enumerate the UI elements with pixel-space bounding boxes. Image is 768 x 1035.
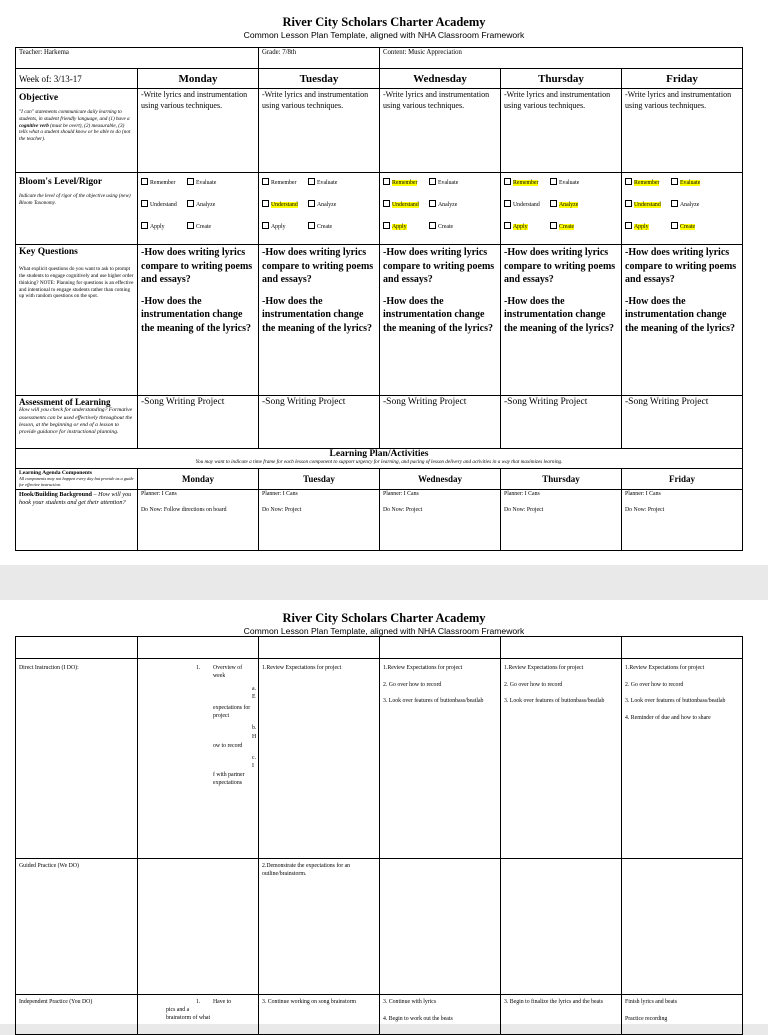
objective-monday: -Write lyrics and instrumentation using various techniques.	[138, 89, 259, 173]
guided-practice-label: Guided Practice (We DO)	[16, 859, 138, 995]
checkbox-icon	[262, 222, 269, 229]
checkbox-icon	[550, 178, 557, 185]
key-questions-label-cell	[16, 245, 138, 396]
key-questions-thursday: -How does writing lyrics compare to writing poems and essays? -How does the instrumentation change the meaning of the lyrics?	[501, 245, 622, 396]
blooms-monday: Remember Evaluate Understand Analyze Apply Create	[138, 173, 259, 245]
independent-tuesday: 3. Continue working on song brainstorm	[259, 995, 380, 1035]
checkbox-icon	[262, 178, 269, 185]
checkbox-icon	[429, 178, 436, 185]
direct-tuesday: 1.Review Expectations for project	[259, 659, 380, 859]
checkbox-icon	[550, 222, 557, 229]
assessment-label: Assessment of Learning	[19, 397, 111, 408]
checkbox-icon	[671, 222, 678, 229]
blooms-friday: Remember Evaluate Understand Analyze Apply Create	[622, 173, 743, 245]
checkbox-icon	[429, 200, 436, 207]
checkbox-icon	[308, 178, 315, 185]
checkbox-icon	[625, 200, 632, 207]
day-header-thursday: Thursday	[501, 69, 622, 89]
hook-label-cell	[16, 489, 138, 550]
independent-thursday: 3. Begin to finalize the lyrics and the beats	[501, 995, 622, 1035]
learning-plan-title: Learning Plan/Activities	[329, 449, 429, 460]
objective-wednesday: -Write lyrics and instrumentation using various techniques.	[380, 89, 501, 173]
direct-thursday: 1.Review Expectations for project 2. Go over how to record 3. Look over features of buttonbass/beatlab	[501, 659, 622, 859]
guided-monday	[138, 859, 259, 995]
blooms-tuesday: Remember Evaluate Understand Analyze Apply Create	[259, 173, 380, 245]
checkbox-icon	[383, 222, 390, 229]
blooms-note: Indicate the level of rigor of the objective using (new) Bloom Taxonomy.	[19, 193, 131, 206]
objective-friday: -Write lyrics and instrumentation using various techniques.	[622, 89, 743, 173]
checkbox-icon	[383, 178, 390, 185]
checkbox-icon	[504, 178, 511, 185]
teacher-cell: Teacher: Harkema	[16, 48, 259, 69]
objective-thursday: -Write lyrics and instrumentation using various techniques.	[501, 89, 622, 173]
lp-day-tuesday: Tuesday	[259, 469, 380, 489]
hook-thursday: Planner: I Cans Do Now: Project	[501, 489, 622, 550]
independent-practice-label: Independent Practice (You DO)	[16, 995, 138, 1035]
instruction-table	[15, 636, 743, 1035]
objective-tuesday: -Write lyrics and instrumentation using various techniques.	[259, 89, 380, 173]
direct-instruction-label: Direct Instruction (I DO):	[16, 659, 138, 859]
lesson-plan-table	[15, 47, 743, 551]
day-header-friday: Friday	[622, 69, 743, 89]
learning-plan-note: You may want to indicate a time frame for each lesson component to support urgency for learning, and pacing of lesson delivery and activities in a way that maximizes learning.	[195, 459, 563, 466]
lp-day-thursday: Thursday	[501, 469, 622, 489]
direct-monday: 1. Overview of week a. E expectations for project b. H ow to record c. I f with partner expectations	[138, 659, 259, 859]
checkbox-icon	[141, 200, 148, 207]
template-subtitle: Common Lesson Plan Template, aligned with NHA Classroom Framework	[243, 30, 525, 40]
key-questions-tuesday: -How does writing lyrics compare to writing poems and essays? -How does the instrumentation change the meaning of the lyrics?	[259, 245, 380, 396]
checkbox-icon	[308, 200, 315, 207]
components-label: Learning Agenda Components	[19, 470, 93, 477]
blooms-wednesday: Remember Evaluate Understand Analyze Apply Create	[380, 173, 501, 245]
assessment-friday: -Song Writing Project	[622, 396, 743, 449]
key-questions-monday: -How does writing lyrics compare to writing poems and essays? -How does the instrumentation change the meaning of the lyrics?	[138, 245, 259, 396]
checkbox-icon	[504, 200, 511, 207]
week-cell: Week of: 3/13-17	[16, 69, 138, 89]
school-title: River City Scholars Charter Academy	[282, 15, 486, 29]
day-header-wednesday: Wednesday	[380, 69, 501, 89]
checkbox-icon	[429, 222, 436, 229]
page-2	[0, 600, 768, 1024]
assessment-tuesday: -Song Writing Project	[259, 396, 380, 449]
independent-wednesday: 3. Continue with lyrics 4. Begin to work out the beats	[380, 995, 501, 1035]
assessment-wednesday: -Song Writing Project	[380, 396, 501, 449]
objective-note: "I can" statements communicate daily learning to students, in student friendly language, and (1) have a cognitive verb (must be overt), (2) measurable, (3) tells what a student should know or be able to do (not the teacher).	[19, 109, 131, 142]
objective-label-cell	[16, 89, 138, 173]
day-header-tuesday: Tuesday	[259, 69, 380, 89]
hook-label: Hook/Building Background	[19, 490, 92, 498]
learning-plan-header	[16, 449, 743, 469]
checkbox-icon	[187, 200, 194, 207]
hook-note: – How will you hook your students and get their attention?	[19, 490, 132, 506]
day-header-monday: Monday	[138, 69, 259, 89]
checkbox-icon	[671, 178, 678, 185]
checkbox-icon	[141, 222, 148, 229]
lp-day-friday: Friday	[622, 469, 743, 489]
checkbox-icon	[262, 200, 269, 207]
hook-monday: Planner: I Cans Do Now: Follow directions on board	[138, 489, 259, 550]
lp-day-monday: Monday	[138, 469, 259, 489]
guided-tuesday: 2.Demonstrate the expectations for an outline/brainstorm.	[259, 859, 380, 995]
assessment-monday: -Song Writing Project	[138, 396, 259, 449]
template-subtitle-2: Common Lesson Plan Template, aligned with NHA Classroom Framework	[243, 626, 525, 636]
key-questions-label: Key Questions	[19, 247, 78, 258]
hook-wednesday: Planner: I Cans Do Now: Project	[380, 489, 501, 550]
blooms-label: Bloom's Level/Rigor	[19, 177, 103, 187]
key-questions-friday: -How does writing lyrics compare to writing poems and essays? -How does the instrumentation change the meaning of the lyrics?	[622, 245, 743, 396]
school-title-2: River City Scholars Charter Academy	[282, 611, 486, 625]
grade-cell: Grade: 7/8th	[259, 48, 380, 69]
independent-friday: Finish lyrics and beats Practice recording	[622, 995, 743, 1035]
checkbox-icon	[308, 222, 315, 229]
hook-friday: Planner: I Cans Do Now: Project	[622, 489, 743, 550]
checkbox-icon	[383, 200, 390, 207]
checkbox-icon	[187, 178, 194, 185]
checkbox-icon	[141, 178, 148, 185]
checkbox-icon	[187, 222, 194, 229]
blooms-thursday: Remember Evaluate Understand Analyze Apply Create	[501, 173, 622, 245]
guided-thursday	[501, 859, 622, 995]
components-note: All components may not happen every day but provide as a guide for effective instruction.	[19, 476, 134, 488]
lp-day-wednesday: Wednesday	[380, 469, 501, 489]
assessment-note: How will you check for understanding? Formative assessments can be used effectively throughout the lesson, at the beginning or end of a lesson to provide guidance for instructional planning.	[19, 407, 133, 436]
checkbox-icon	[625, 222, 632, 229]
assessment-label-cell	[16, 396, 138, 449]
checkbox-icon	[550, 200, 557, 207]
assessment-thursday: -Song Writing Project	[501, 396, 622, 449]
objective-label: Objective	[19, 93, 59, 103]
components-cell	[16, 469, 138, 489]
guided-wednesday	[380, 859, 501, 995]
blooms-label-cell	[16, 173, 138, 245]
independent-monday: 1. Have to pics and a brainstorm of what	[138, 995, 259, 1035]
checkbox-icon	[671, 200, 678, 207]
content-cell: Content: Music Appreciation	[380, 48, 743, 69]
guided-friday	[622, 859, 743, 995]
key-questions-wednesday: -How does writing lyrics compare to writing poems and essays? -How does the instrumentation change the meaning of the lyrics?	[380, 245, 501, 396]
checkbox-icon	[625, 178, 632, 185]
key-questions-note: What explicit questions do you want to ask to prompt the students to engage cognitively and use higher order thinking? NOTE: Planning for questions is an effective and intentional to engage students rather than coming up with random questions on the spot.	[19, 266, 134, 300]
checkbox-icon	[504, 222, 511, 229]
direct-friday: 1.Review Expectations for project 2. Go over how to record 3. Look over features of buttonbass/beatlab 4. Reminder of due and how to share	[622, 659, 743, 859]
hook-tuesday: Planner: I Cans Do Now: Project	[259, 489, 380, 550]
direct-wednesday: 1.Review Expectations for project 2. Go over how to record 3. Look over features of buttonbass/beatlab	[380, 659, 501, 859]
